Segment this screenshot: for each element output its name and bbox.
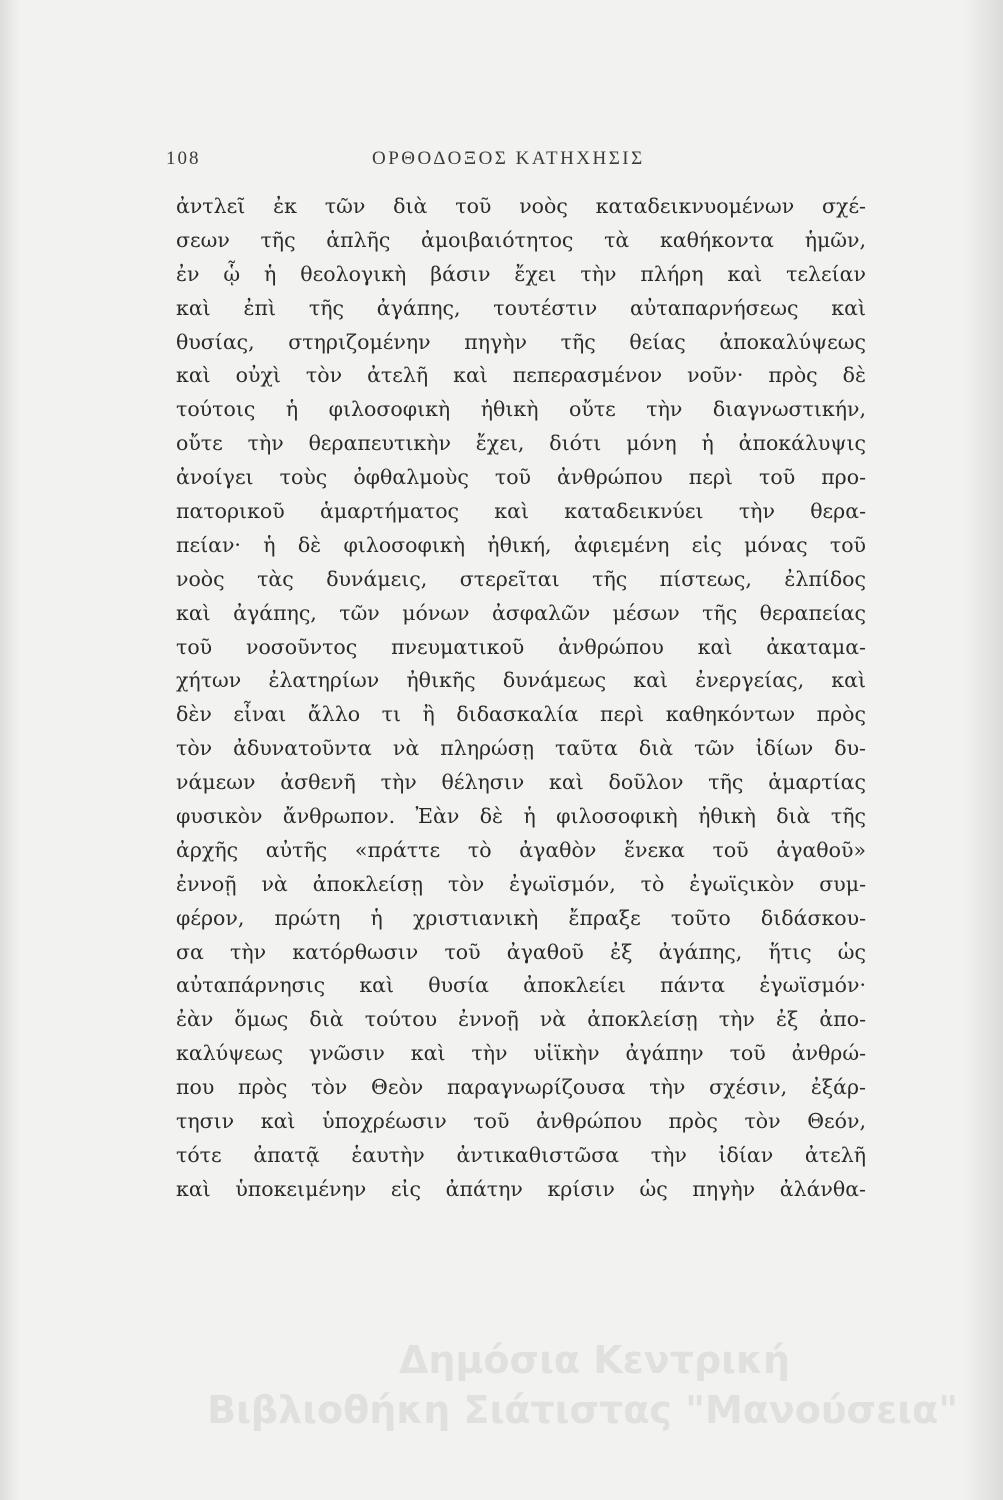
text-line: ἐννοῇ νὰ ἀποκλείσῃ τὸν ἐγωϊσμόν, τὸ ἐγωϊςικὸν συμ- <box>176 871 866 896</box>
text-line: ἐν ᾧ ἡ θεολογικὴ βάσιν ἔχει τὴν πλήρη καὶ τελείαν <box>176 261 866 286</box>
text-line: χήτων ἐλατηρίων ἠθικῆς δυνάμεως καὶ ἐνεργείας, καὶ <box>176 668 866 693</box>
text-line: θυσίας, στηριζομένην πηγὴν τῆς θείας ἀποκαλύψεως <box>176 329 866 354</box>
library-watermark-line-2: Βιβλιοθήκη Σιάτιστας "Μανούσεια" <box>207 1388 958 1432</box>
text-line: δὲν εἶναι ἄλλο τι ἢ διδασκαλία περὶ καθηκόντων πρὸς <box>176 702 866 727</box>
running-title: ΟΡΘΟΔΟΞΟΣ ΚΑΤΗΧΗΣΙΣ <box>372 148 645 169</box>
text-line: οὔτε τὴν θεραπευτικὴν ἔχει, διότι μόνη ἡ ἀποκάλυψις <box>176 431 866 456</box>
library-watermark-line-1: Δημόσια Κεντρική <box>398 1338 790 1382</box>
text-line: τούτοις ἡ φιλοσοφικὴ ἠθικὴ οὔτε τὴν διαγνωστικήν, <box>176 397 866 422</box>
text-line: καλύψεως γνῶσιν καὶ τὴν υἱϊκὴν ἀγάπην τοῦ ἀνθρώ- <box>176 1041 866 1066</box>
text-line: σεων τῆς ἁπλῆς ἀμοιβαιότητος τὰ καθήκοντα ἡμῶν, <box>176 227 866 252</box>
text-line: πείαν· ἡ δὲ φιλοσοφικὴ ἠθική, ἀφιεμένη εἰς μόνας τοῦ <box>176 532 866 557</box>
text-line: σα τὴν κατόρθωσιν τοῦ ἀγαθοῦ ἐξ ἀγάπης, ἥτις ὡς <box>176 939 866 964</box>
text-line: πατορικοῦ ἁμαρτήματος καὶ καταδεικνύει τὴν θερα- <box>176 499 866 524</box>
page-number: 108 <box>166 148 201 169</box>
text-line: τὸν ἀδυνατοῦντα νὰ πληρώσῃ ταῦτα διὰ τῶν ἰδίων δυ- <box>176 736 866 761</box>
text-line: ἐὰν ὅμως διὰ τούτου ἐννοῇ νὰ ἀποκλείσῃ τὴν ἐξ ἀπο- <box>176 1007 866 1032</box>
text-line: που πρὸς τὸν Θεὸν παραγνωρίζουσα τὴν σχέσιν, ἐξάρ- <box>176 1075 866 1100</box>
page-header <box>166 148 876 174</box>
text-line: καὶ ἐπὶ τῆς ἀγάπης, τουτέστιν αὐταπαρνήσεως καὶ <box>176 295 866 320</box>
text-line: καὶ οὐχὶ τὸν ἀτελῆ καὶ πεπερασμένον νοῦν· πρὸς δὲ <box>176 363 866 388</box>
text-line: ἀνοίγει τοὺς ὀφθαλμοὺς τοῦ ἀνθρώπου περὶ τοῦ προ- <box>176 465 866 490</box>
page-edge-shadow <box>963 0 1003 1500</box>
text-line: τότε ἀπατᾷ ἑαυτὴν ἀντικαθιστῶσα τὴν ἰδίαν ἀτελῆ <box>176 1142 866 1167</box>
text-line: καὶ ὑποκειμένην εἰς ἀπάτην κρίσιν ὡς πηγὴν ἀλάνθα- <box>176 1176 866 1201</box>
text-line: καὶ ἀγάπης, τῶν μόνων ἀσφαλῶν μέσων τῆς θεραπείας <box>176 600 866 625</box>
body-text <box>176 190 866 1207</box>
text-line: τοῦ νοσοῦντος πνευματικοῦ ἀνθρώπου καὶ ἀκαταμα- <box>176 634 866 659</box>
text-line: νάμεων ἀσθενῆ τὴν θέλησιν καὶ δοῦλον τῆς ἁμαρτίας <box>176 770 866 795</box>
text-line: φέρον, πρώτη ἡ χριστιανικὴ ἔπραξε τοῦτο διδάσκου- <box>176 905 866 930</box>
text-line: ἀρχῆς αὐτῆς «πράττε τὸ ἀγαθὸν ἕνεκα τοῦ ἀγαθοῦ» <box>176 837 866 862</box>
page-left-shadow <box>0 0 20 1500</box>
text-line: νοὸς τὰς δυνάμεις, στερεῖται τῆς πίστεως, ἐλπίδος <box>176 566 866 591</box>
text-line: αὐταπάρνησις καὶ θυσία ἀποκλείει πάντα ἐγωϊσμόν· <box>176 973 866 998</box>
text-line: φυσικὸν ἄνθρωπον. Ἐὰν δὲ ἡ φιλοσοφικὴ ἠθικὴ διὰ τῆς <box>176 804 866 829</box>
text-line: τησιν καὶ ὑποχρέωσιν τοῦ ἀνθρώπου πρὸς τὸν Θεόν, <box>176 1109 866 1134</box>
text-line: ἀντλεῖ ἐκ τῶν διὰ τοῦ νοὸς καταδεικνυομένων σχέ- <box>176 194 866 218</box>
